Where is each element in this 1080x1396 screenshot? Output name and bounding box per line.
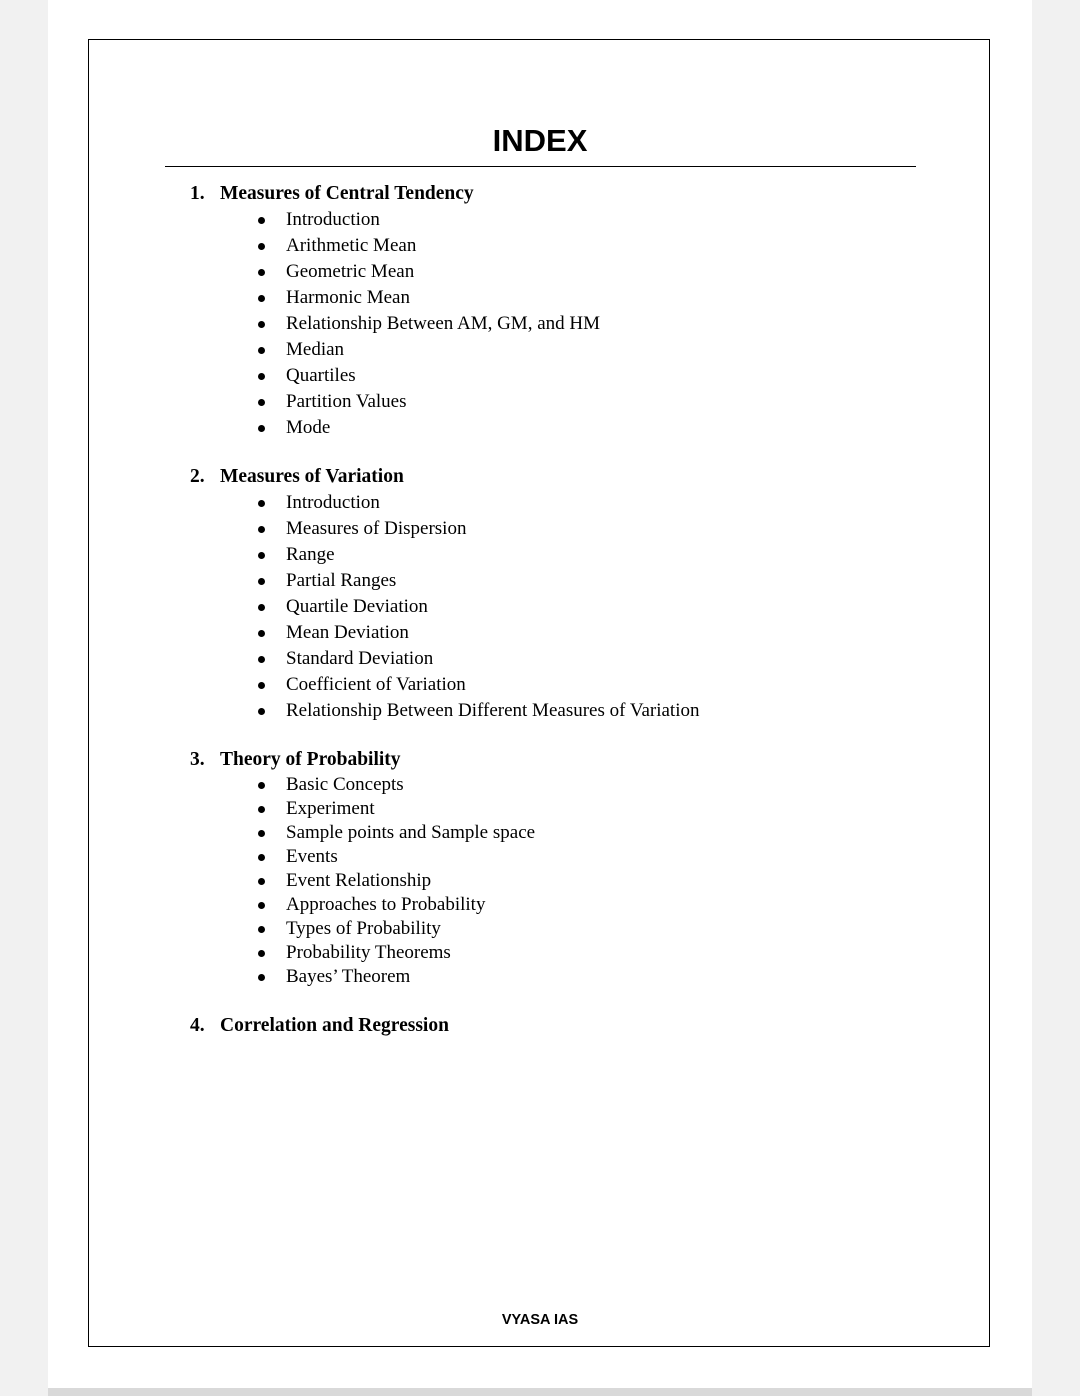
list-item xyxy=(256,821,535,845)
page-bottom-edge xyxy=(48,1388,1032,1396)
index-section-3 xyxy=(190,747,535,989)
document-page xyxy=(48,0,1032,1390)
topic-label: Quartiles xyxy=(286,365,356,386)
topic-label: Experiment xyxy=(286,798,375,819)
section-number: 3. xyxy=(190,749,205,770)
title-underline xyxy=(165,166,916,167)
list-item xyxy=(256,965,535,989)
list-item xyxy=(256,672,700,698)
section-heading xyxy=(190,1013,449,1039)
topic-list xyxy=(190,490,700,724)
topic-label: Quartile Deviation xyxy=(286,596,428,617)
topic-label: Harmonic Mean xyxy=(286,287,410,308)
topic-label: Partition Values xyxy=(286,391,407,412)
topic-label: Introduction xyxy=(286,492,380,513)
section-number: 1. xyxy=(190,183,205,204)
topic-label: Range xyxy=(286,544,335,565)
section-heading xyxy=(190,747,535,773)
list-item xyxy=(256,893,535,917)
topic-label: Types of Probability xyxy=(286,918,441,939)
list-item xyxy=(256,389,600,415)
section-heading xyxy=(190,181,600,207)
section-title: Measures of Variation xyxy=(220,466,404,487)
list-item xyxy=(256,845,535,869)
page-footer: VYASA IAS xyxy=(501,1312,579,1328)
topic-list xyxy=(190,207,600,441)
topic-label: Approaches to Probability xyxy=(286,894,486,915)
list-item xyxy=(256,490,700,516)
topic-label: Arithmetic Mean xyxy=(286,235,417,256)
topic-label: Introduction xyxy=(286,209,380,230)
list-item xyxy=(256,516,700,542)
list-item xyxy=(256,415,600,441)
section-heading xyxy=(190,464,700,490)
topic-label: Relationship Between Different Measures of Variation xyxy=(286,700,700,721)
topic-label: Measures of Dispersion xyxy=(286,518,467,539)
topic-label: Relationship Between AM, GM, and HM xyxy=(286,313,601,334)
index-section-4 xyxy=(190,1013,449,1039)
list-item xyxy=(256,363,600,389)
section-number: 4. xyxy=(190,1015,205,1036)
topic-label: Standard Deviation xyxy=(286,648,434,669)
list-item xyxy=(256,646,700,672)
topic-label: Geometric Mean xyxy=(286,261,415,282)
list-item xyxy=(256,233,600,259)
topic-label: Sample points and Sample space xyxy=(286,822,536,843)
list-item xyxy=(256,797,535,821)
topic-list xyxy=(190,773,535,989)
section-title: Theory of Probability xyxy=(220,749,401,770)
list-item xyxy=(256,941,535,965)
topic-label: Mode xyxy=(286,417,331,438)
index-section-2 xyxy=(190,464,700,724)
list-item xyxy=(256,917,535,941)
section-title: Correlation and Regression xyxy=(220,1015,449,1036)
index-section-1 xyxy=(190,181,600,441)
topic-label: Bayes’ Theorem xyxy=(286,966,411,987)
topic-label: Probability Theorems xyxy=(286,942,451,963)
topic-label: Events xyxy=(286,846,338,867)
list-item xyxy=(256,698,700,724)
list-item xyxy=(256,568,700,594)
topic-label: Event Relationship xyxy=(286,870,432,891)
list-item xyxy=(256,337,600,363)
list-item xyxy=(256,285,600,311)
list-item xyxy=(256,259,600,285)
section-number: 2. xyxy=(190,466,205,487)
section-title: Measures of Central Tendency xyxy=(220,183,474,204)
list-item xyxy=(256,311,600,337)
list-item xyxy=(256,869,535,893)
list-item xyxy=(256,620,700,646)
topic-label: Mean Deviation xyxy=(286,622,409,643)
topic-label: Partial Ranges xyxy=(286,570,397,591)
list-item xyxy=(256,207,600,233)
topic-label: Basic Concepts xyxy=(286,774,404,795)
page-title: INDEX xyxy=(492,123,588,158)
topic-label: Coefficient of Variation xyxy=(286,674,466,695)
list-item xyxy=(256,594,700,620)
list-item xyxy=(256,773,535,797)
topic-label: Median xyxy=(286,339,345,360)
list-item xyxy=(256,542,700,568)
